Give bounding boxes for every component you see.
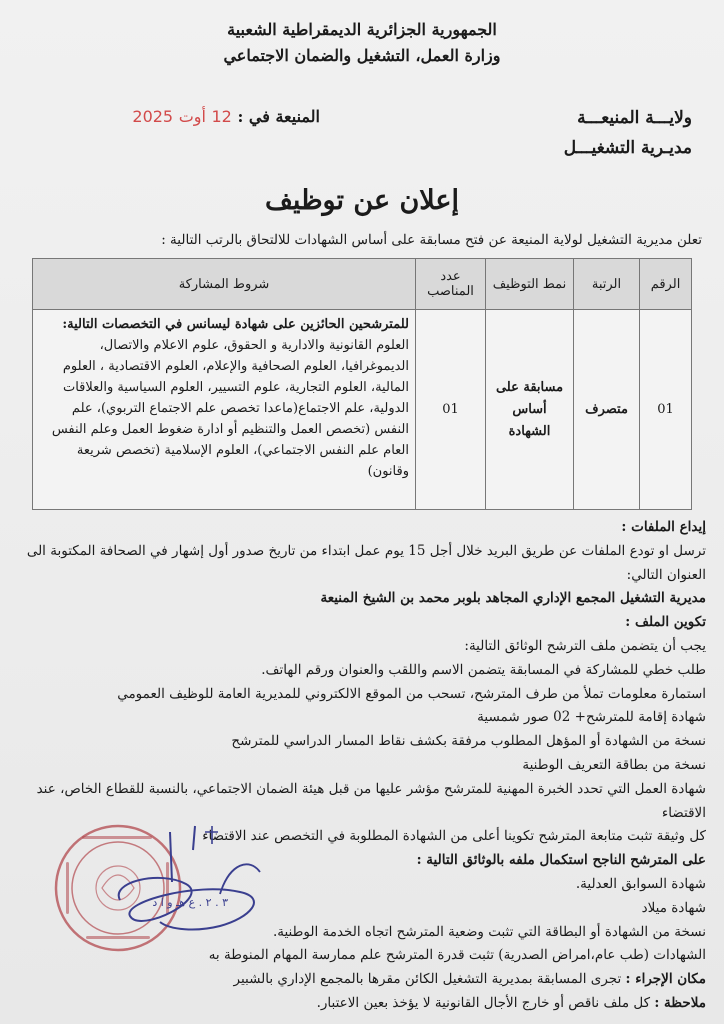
list-item: شهادة العمل التي تحدد الخبرة المهنية للمترشح مؤشر عليها من قبل هيئة الضمان الاجتماعي، بالنسبة للقطاع الخاص، عند الاقتضاء: [36, 780, 706, 821]
header-mode: نمط التوظيف: [486, 259, 574, 310]
republic-header: الجمهورية الجزائرية الديمقراطية الشعبية: [227, 20, 497, 39]
date-year: 2025: [132, 107, 174, 126]
date-month: أوت: [178, 107, 206, 126]
intro-text: تعلن مديرية التشغيل لولاية المنيعة عن فتح مسابقة على أساس الشهادات للالتحاق بالرتب التالية :: [161, 232, 702, 248]
note-label: ملاحظة :: [654, 994, 706, 1011]
place-date: [60, 107, 320, 126]
filing-address: مديرية التشغيل المجمع الإداري المجاهد بلوبر محمد بن الشيخ المنيعة: [320, 590, 706, 607]
directorate-name: مديـرية التشغيـــل: [563, 138, 692, 158]
venue-text: تجرى المسابقة بمديرية التشغيل الكائن مقرها بالمجمع الإداري بالشبير: [233, 971, 622, 988]
conditions-list: العلوم القانونية والادارية و الحقوق، علوم الاعلام والاتصال، الديموغرافيا، العلوم الصحافية والإعلام، العلوم الاقتصادية ، العلوم المالية، العلوم التجارية، علوم التسيير، العلوم السياسية والعلاقات الدولية، علم الاجتماع(ماعدا تخصص علم الاجتماع التربوي)، علم النفس (تخصص العمل والتنظيم أو ادارة ضغوط العمل وعلم النفس العام علم النفس الاجتماعي)، العلوم الإسلامية (تخصص شريعة وقانون): [51, 338, 409, 479]
table-header-row: [33, 259, 692, 310]
issuer-block: [472, 108, 692, 168]
ministry-header: وزارة العمل، التشغيل والضمان الاجتماعي: [223, 46, 501, 65]
wilaya-name: ولايـــة المنيعـــة: [577, 108, 692, 128]
cell-num: 01: [640, 310, 692, 510]
positions-table: [32, 258, 692, 510]
place-date-label: المنيعة في :: [237, 107, 320, 126]
header-count: عدد المناصب: [416, 259, 486, 310]
venue-line: [18, 968, 706, 992]
filing-heading: إيداع الملفات :: [621, 519, 706, 535]
file-heading: تكوين الملف :: [625, 614, 706, 631]
header-conditions: شروط المشاركة: [33, 259, 416, 310]
cell-count: 01: [416, 310, 486, 510]
list-item: الشهادات (طب عام،امراض الصدرية) تثبت قدرة المترشح علم ممارسة المهام المنوطة به: [208, 947, 706, 964]
note-line: [18, 992, 706, 1016]
list-item: نسخة من الشهادة أو المؤهل المطلوب مرفقة بكشف نقاط المسار الدراسي للمترشح: [231, 733, 706, 750]
list-item: نسخة من الشهادة أو البطاقة التي تثبت وضعية المترشح اتجاه الخدمة الوطنية.: [272, 923, 706, 940]
table-row: [33, 310, 692, 510]
page-title: إعلان عن توظيف: [264, 185, 460, 216]
cell-rank: متصرف: [574, 310, 640, 510]
list-item: شهادة السوابق العدلية.: [575, 875, 706, 892]
list-item: كل وثيقة تثبت متابعة المترشح تكوينا أعلى من الشهادة المطلوبة في التخصص عند الاقتضاء: [202, 828, 706, 845]
handwritten-signature: [100, 822, 290, 952]
list-item: طلب خطي للمشاركة في المسابقة يتضمن الاسم واللقب والعنوان ورقم الهاتف.: [261, 661, 706, 678]
list-item: استمارة معلومات تملأ من طرف المترشح، تسحب من الموقع الالكتروني للمديرية العامة للوظيف العمومي: [117, 685, 706, 702]
conditions-heading: للمترشحين الحائزين على شهادة ليسانس في التخصصات التالية:: [62, 317, 409, 332]
note-text: كل ملف ناقص أو خارج الأجال القانونية لا يؤخذ بعين الاعتبار.: [316, 994, 651, 1011]
successful-heading: على المترشح الناجح استكمال ملفه بالوثائق التالية :: [416, 852, 706, 869]
list-item: شهادة إقامة للمترشح+ 02 صور شمسية: [477, 709, 706, 726]
header-rank: الرتبة: [574, 259, 640, 310]
date-day: 12: [211, 107, 232, 126]
list-item: شهادة ميلاد: [641, 899, 706, 916]
file-lead: يجب أن يتضمن ملف الترشح الوثائق التالية:: [464, 637, 706, 654]
cell-mode: مسابقة على أساس الشهادة: [486, 310, 574, 510]
venue-label: مكان الإجراء :: [625, 971, 706, 988]
cell-conditions: [33, 310, 416, 510]
list-item: نسخة من بطاقة التعريف الوطنية: [522, 756, 706, 773]
filing-text: ترسل او تودع الملفات عن طريق البريد خلال أجل 15 يوم عمل ابتداء من تاريخ صدور أول إشهار في الصحافة المكتوبة الى العنوان التالي:: [26, 542, 706, 583]
header-num: الرقم: [640, 259, 692, 310]
svg-text:٣ . ٢ . ع هـ و ا د: ٣ . ٢ . ع هـ و ا د: [152, 896, 228, 909]
